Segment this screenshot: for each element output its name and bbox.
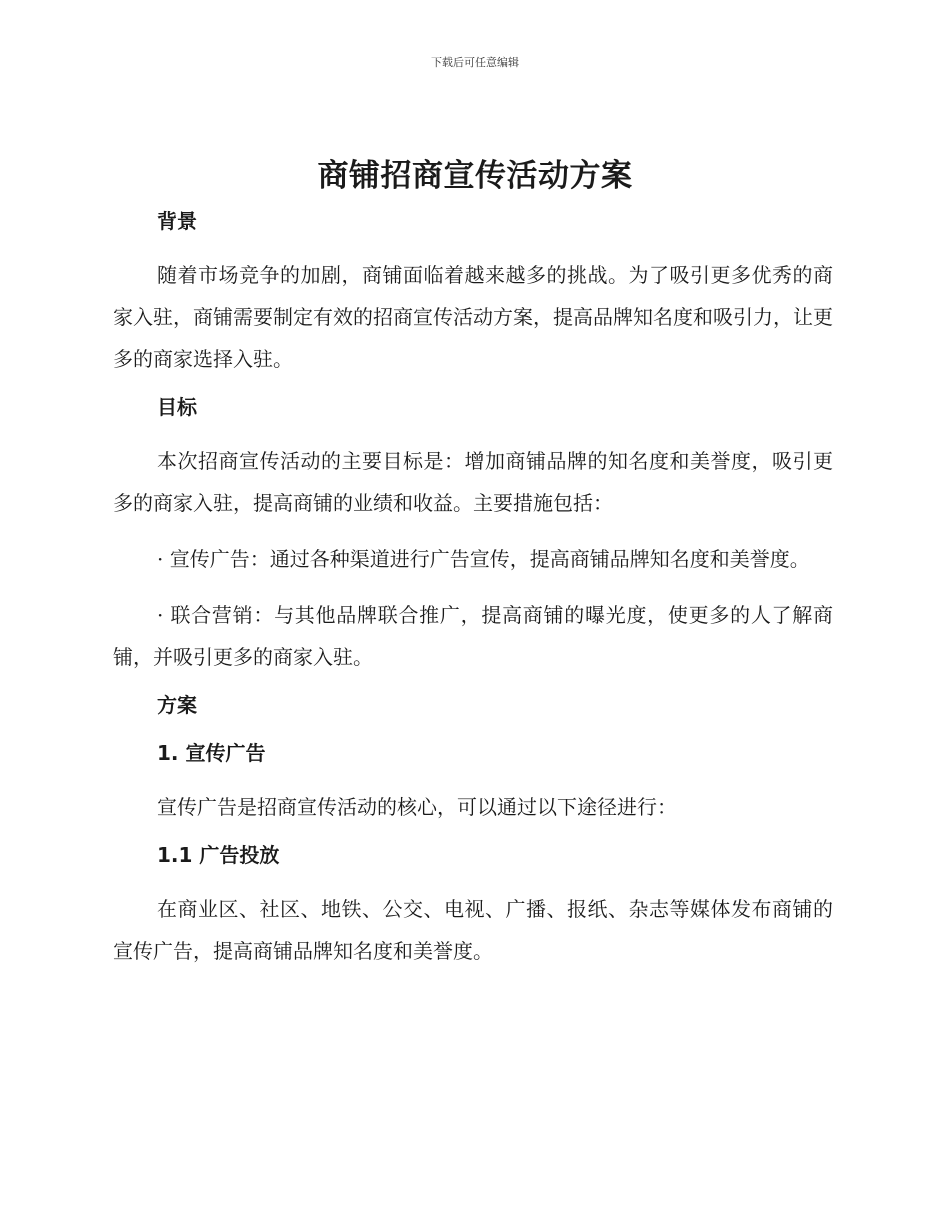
heading-plan: 方案 (157, 693, 197, 717)
document-title: 商铺招商宣传活动方案 (317, 158, 633, 194)
paragraph-goal: 本次招商宣传活动的主要目标是：增加商铺品牌的知名度和美誉度，吸引更多的商家入驻，提高商铺的业绩和收益。主要措施包括： (113, 449, 833, 515)
heading-goal: 目标 (157, 395, 197, 419)
paragraph-ad-placement: 在商业区、社区、地铁、公交、电视、广播、报纸、杂志等媒体发布商铺的宣传广告，提高商铺品牌知名度和美誉度。 (113, 897, 833, 963)
document-body (113, 206, 833, 972)
bullet-joint-marketing: · 联合营销：与其他品牌联合推广，提高商铺的曝光度，使更多的人了解商铺，并吸引更多的商家入驻。 (113, 603, 833, 669)
paragraph-background: 随着市场竞争的加剧，商铺面临着越来越多的挑战。为了吸引更多优秀的商家入驻，商铺需要制定有效的招商宣传活动方案，提高品牌知名度和吸引力，让更多的商家选择入驻。 (113, 263, 833, 371)
heading-background: 背景 (157, 209, 197, 233)
bullet-advertising: · 宣传广告：通过各种渠道进行广告宣传，提高商铺品牌知名度和美誉度。 (157, 547, 810, 571)
paragraph-advertising: 宣传广告是招商宣传活动的核心，可以通过以下途径进行： (157, 795, 677, 819)
heading-ad-placement: 1.1 广告投放 (157, 843, 280, 867)
page-header-note: 下载后可任意编辑 (431, 56, 519, 69)
heading-advertising: 1. 宣传广告 (157, 741, 266, 765)
